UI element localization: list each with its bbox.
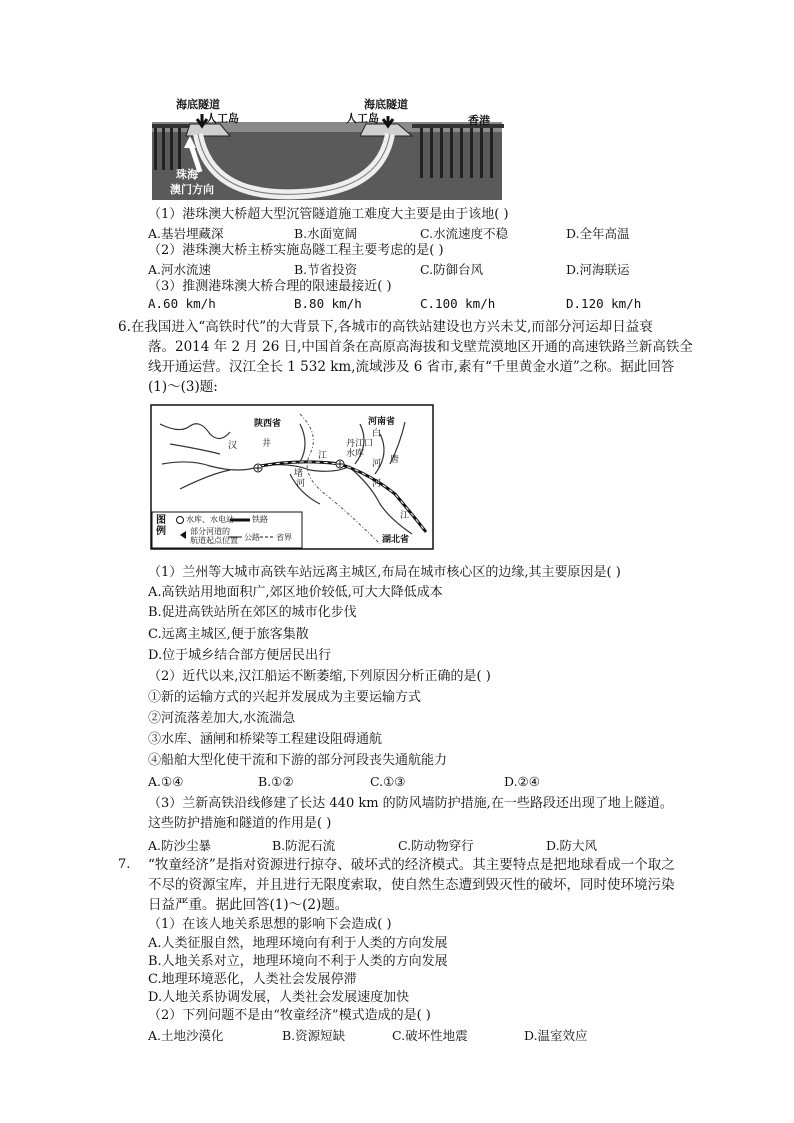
map-label-reservoir: 水库	[346, 449, 365, 459]
q6-intro-line3: 线开通运营。汉江全长 1 532 km,流域涉及 6 省市,素有“千里黄金水道”之称。据此回答	[148, 359, 675, 375]
q6-sub2-option-b: B.①②	[258, 774, 294, 789]
q6-sub2-item3: ③水库、涵闸和桥梁等工程建设阻碍通航	[148, 732, 383, 747]
map-label-han: 汉	[228, 441, 238, 451]
q5-sub1-option-d: D.全年高温	[566, 226, 630, 241]
map-label-bai: 白	[372, 429, 382, 439]
q7-sub2-option-b: B.资源短缺	[282, 1028, 346, 1043]
q7-sub1-option-c: C.地理环境恶化，人类社会发展停滞	[148, 972, 357, 987]
q7-sub1: （1）在该人地关系思想的影响下会造成( )	[148, 917, 392, 932]
q7-sub2-option-d: D.温室效应	[524, 1028, 588, 1043]
q7-sub2: （2）下列问题不是由“牧童经济”模式造成的是( )	[148, 1008, 431, 1023]
legend-road: 公路	[244, 533, 260, 542]
q5-sub2-option-a: A.河水流速	[148, 262, 212, 277]
map-label-he: 河	[372, 459, 382, 469]
q6-sub2-option-c: C.①③	[370, 774, 406, 789]
hanjiang-map	[150, 404, 434, 550]
q5-sub3-option-a: A.60 km/h	[148, 296, 216, 311]
q6-sub3-line1: （3）兰新高铁沿线修建了长达 440 km 的防风墙防护措施,在一些路段还出现了地上隧道。	[148, 796, 673, 811]
map-label-tang: 唐	[390, 455, 400, 465]
q6-sub3-option-b: B.防泥石流	[272, 838, 336, 853]
tunnel-label-left: 海底隧道	[176, 98, 220, 111]
q7-intro-line2: 不尽的资源宝库，并且进行无限度索取，使自然生态遭到毁灭性的破坏，同时使环境污染	[148, 877, 675, 893]
map-label-du: 堵	[294, 469, 304, 479]
map-label-shaanxi: 陕西省	[254, 419, 282, 429]
map-label-hubei: 湖北省	[382, 535, 410, 545]
q6-intro-line4: (1)～(3)题:	[148, 379, 218, 395]
q6-sub1-option-d: D.位于城乡结合部方便居民出行	[148, 648, 332, 663]
q6-sub3-line2: 这些防护措施和隧道的作用是( )	[148, 816, 332, 831]
q6-sub3-option-c: C.防动物穿行	[398, 838, 474, 853]
q5-sub2-option-d: D.河海联运	[566, 262, 630, 277]
map-label-he3: 河	[372, 479, 382, 489]
macau-direction-label: 澳门方向	[170, 183, 214, 196]
q7-intro-line1: “牧童经济”是指对资源进行掠夺、破坏式的经济模式。其主要特点是把地球看成一个取之	[148, 857, 675, 873]
q5-sub1: （1）港珠澳大桥超大型沉管隧道施工难度大主要是由于该地( )	[148, 207, 509, 222]
legend-reservoir: 水库、水电站	[186, 515, 234, 524]
q5-sub3-option-c: C.100 km/h	[420, 296, 496, 311]
q6-sub1-option-b: B.促进高铁站所在郊区的城市化步伐	[148, 605, 357, 620]
q5-sub3: （3）推测港珠澳大桥合理的限速最接近( )	[148, 279, 392, 294]
island-label-right: 人工岛	[346, 112, 379, 125]
map-label-jing: 井	[262, 439, 272, 449]
q6-sub2-option-a: A.①④	[148, 774, 184, 789]
q6-sub2-option-d: D.②④	[504, 774, 540, 789]
legend-border: 省界	[276, 533, 292, 542]
map-label-jiang: 江	[318, 451, 328, 461]
q6-intro-line1: 6.在我国进入“高铁时代”的大背景下,各城市的高铁站建设也方兴未艾,而部分河运却日益衰	[118, 319, 653, 335]
q6-sub2-item4: ④船舶大型化使干流和下游的部分河段丧失通航能力	[148, 753, 448, 768]
q5-sub2-option-c: C.防御台风	[420, 262, 484, 277]
legend-port-1: 部分河道的	[190, 527, 230, 536]
q6-sub1-option-a: A.高铁站用地面积广,郊区地价较低,可大大降低成本	[148, 585, 443, 600]
q5-sub2-option-b: B.节省投资	[294, 262, 358, 277]
q6-sub1-option-c: C.远离主城区,便于旅客集散	[148, 627, 309, 642]
q6-sub3-option-d: D.防大风	[546, 838, 598, 853]
tunnel-label-right: 海底隧道	[364, 98, 408, 111]
legend-port-2: 航道起点位置	[190, 536, 238, 545]
map-label-jiang2: 江	[400, 511, 410, 521]
q5-sub2: （2）港珠澳大桥主桥实施岛隧工程主要考虑的是( )	[148, 243, 444, 258]
map-label-danjiangkou: 丹江口	[346, 439, 374, 449]
legend-rail: 铁路	[252, 515, 268, 524]
island-label-left: 人工岛	[206, 112, 239, 125]
q5-sub3-option-b: B.80 km/h	[294, 296, 362, 311]
zhuhai-label: 珠海	[176, 168, 198, 181]
q6-sub2-item1: ①新的运输方式的兴起并发展成为主要运输方式	[148, 690, 422, 705]
q7-sub2-option-a: A.土地沙漠化	[148, 1028, 224, 1043]
q6-sub2-item2: ②河流落差加大,水流湍急	[148, 711, 296, 726]
q7-number: 7.	[118, 857, 131, 872]
q7-sub1-option-d: D.人地关系协调发展，人类社会发展速度加快	[148, 990, 410, 1005]
q7-sub1-option-a: A.人类征服自然，地理环境向有利于人类的方向发展	[148, 936, 448, 951]
q5-sub1-option-a: A.基岩埋藏深	[148, 226, 224, 241]
q5-sub1-option-b: B.水面宽阔	[294, 226, 358, 241]
q5-sub1-option-c: C.水流速度不稳	[420, 226, 509, 241]
map-label-he2: 河	[296, 479, 306, 489]
q5-sub3-option-d: D.120 km/h	[566, 296, 642, 311]
hongkong-label: 香港	[468, 114, 490, 127]
map-legend-title: 图例	[156, 515, 166, 537]
q7-sub2-option-c: C.破坏性地震	[392, 1028, 468, 1043]
q7-sub1-option-b: B.人地关系对立，地理环境向不利于人类的方向发展	[148, 954, 448, 969]
tunnel-figure	[150, 94, 506, 202]
q6-sub3-option-a: A.防沙尘暴	[148, 838, 212, 853]
q7-intro-line3: 日益严重。据此回答(1)～(2)题。	[148, 897, 349, 913]
q6-sub1: （1）兰州等大城市高铁车站远离主城区,布局在城市核心区的边缘,其主要原因是( )	[148, 565, 621, 580]
q6-intro-line2: 落。2014 年 2 月 26 日,中国首条在高原高海拔和戈壁荒漠地区开通的高速铁路兰新高铁全	[148, 339, 693, 355]
map-label-henan: 河南省	[368, 417, 396, 427]
q6-sub2: （2）近代以来,汉江船运不断萎缩,下列原因分析正确的是( )	[148, 669, 491, 684]
